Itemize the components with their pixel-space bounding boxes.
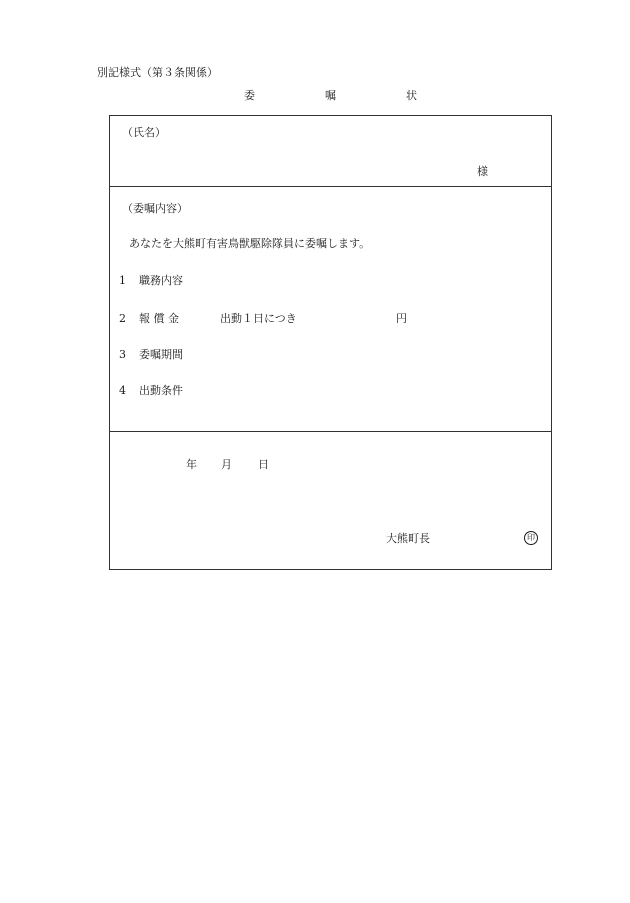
document-title xyxy=(0,89,630,103)
date-year: 年 xyxy=(186,458,197,471)
item-number: 1 xyxy=(119,274,126,287)
form-style-note: 別記様式（第３条関係） xyxy=(97,66,218,79)
section-divider-1 xyxy=(110,186,551,187)
section-divider-2 xyxy=(110,431,551,432)
commission-intro-text: あなたを大熊町有害鳥獣駆除隊員に委嘱します。 xyxy=(129,237,371,250)
seal-icon: 印 xyxy=(524,531,538,545)
mayor-signature-label: 大熊町長 xyxy=(386,532,430,545)
item-label: 職務内容 xyxy=(139,274,183,287)
title-char-1: 委 xyxy=(244,89,255,102)
date-day: 日 xyxy=(258,458,269,471)
item-number: 4 xyxy=(119,384,126,397)
commission-content-label: （委嘱内容） xyxy=(122,202,188,215)
item-label: 委嘱期間 xyxy=(139,348,183,361)
commission-form-box xyxy=(109,115,552,570)
item-number: 3 xyxy=(119,348,126,361)
honorific-sama: 様 xyxy=(477,165,488,178)
title-char-3: 状 xyxy=(406,89,417,102)
fee-unit-yen: 円 xyxy=(396,312,407,325)
item-label: 報 償 金 xyxy=(139,312,179,325)
item-number: 2 xyxy=(119,312,126,325)
name-label: （氏名） xyxy=(122,126,166,139)
title-char-2: 嘱 xyxy=(325,89,336,102)
fee-detail: 出動１日につき xyxy=(220,312,297,325)
date-month: 月 xyxy=(221,458,232,471)
item-label: 出動条件 xyxy=(139,384,183,397)
